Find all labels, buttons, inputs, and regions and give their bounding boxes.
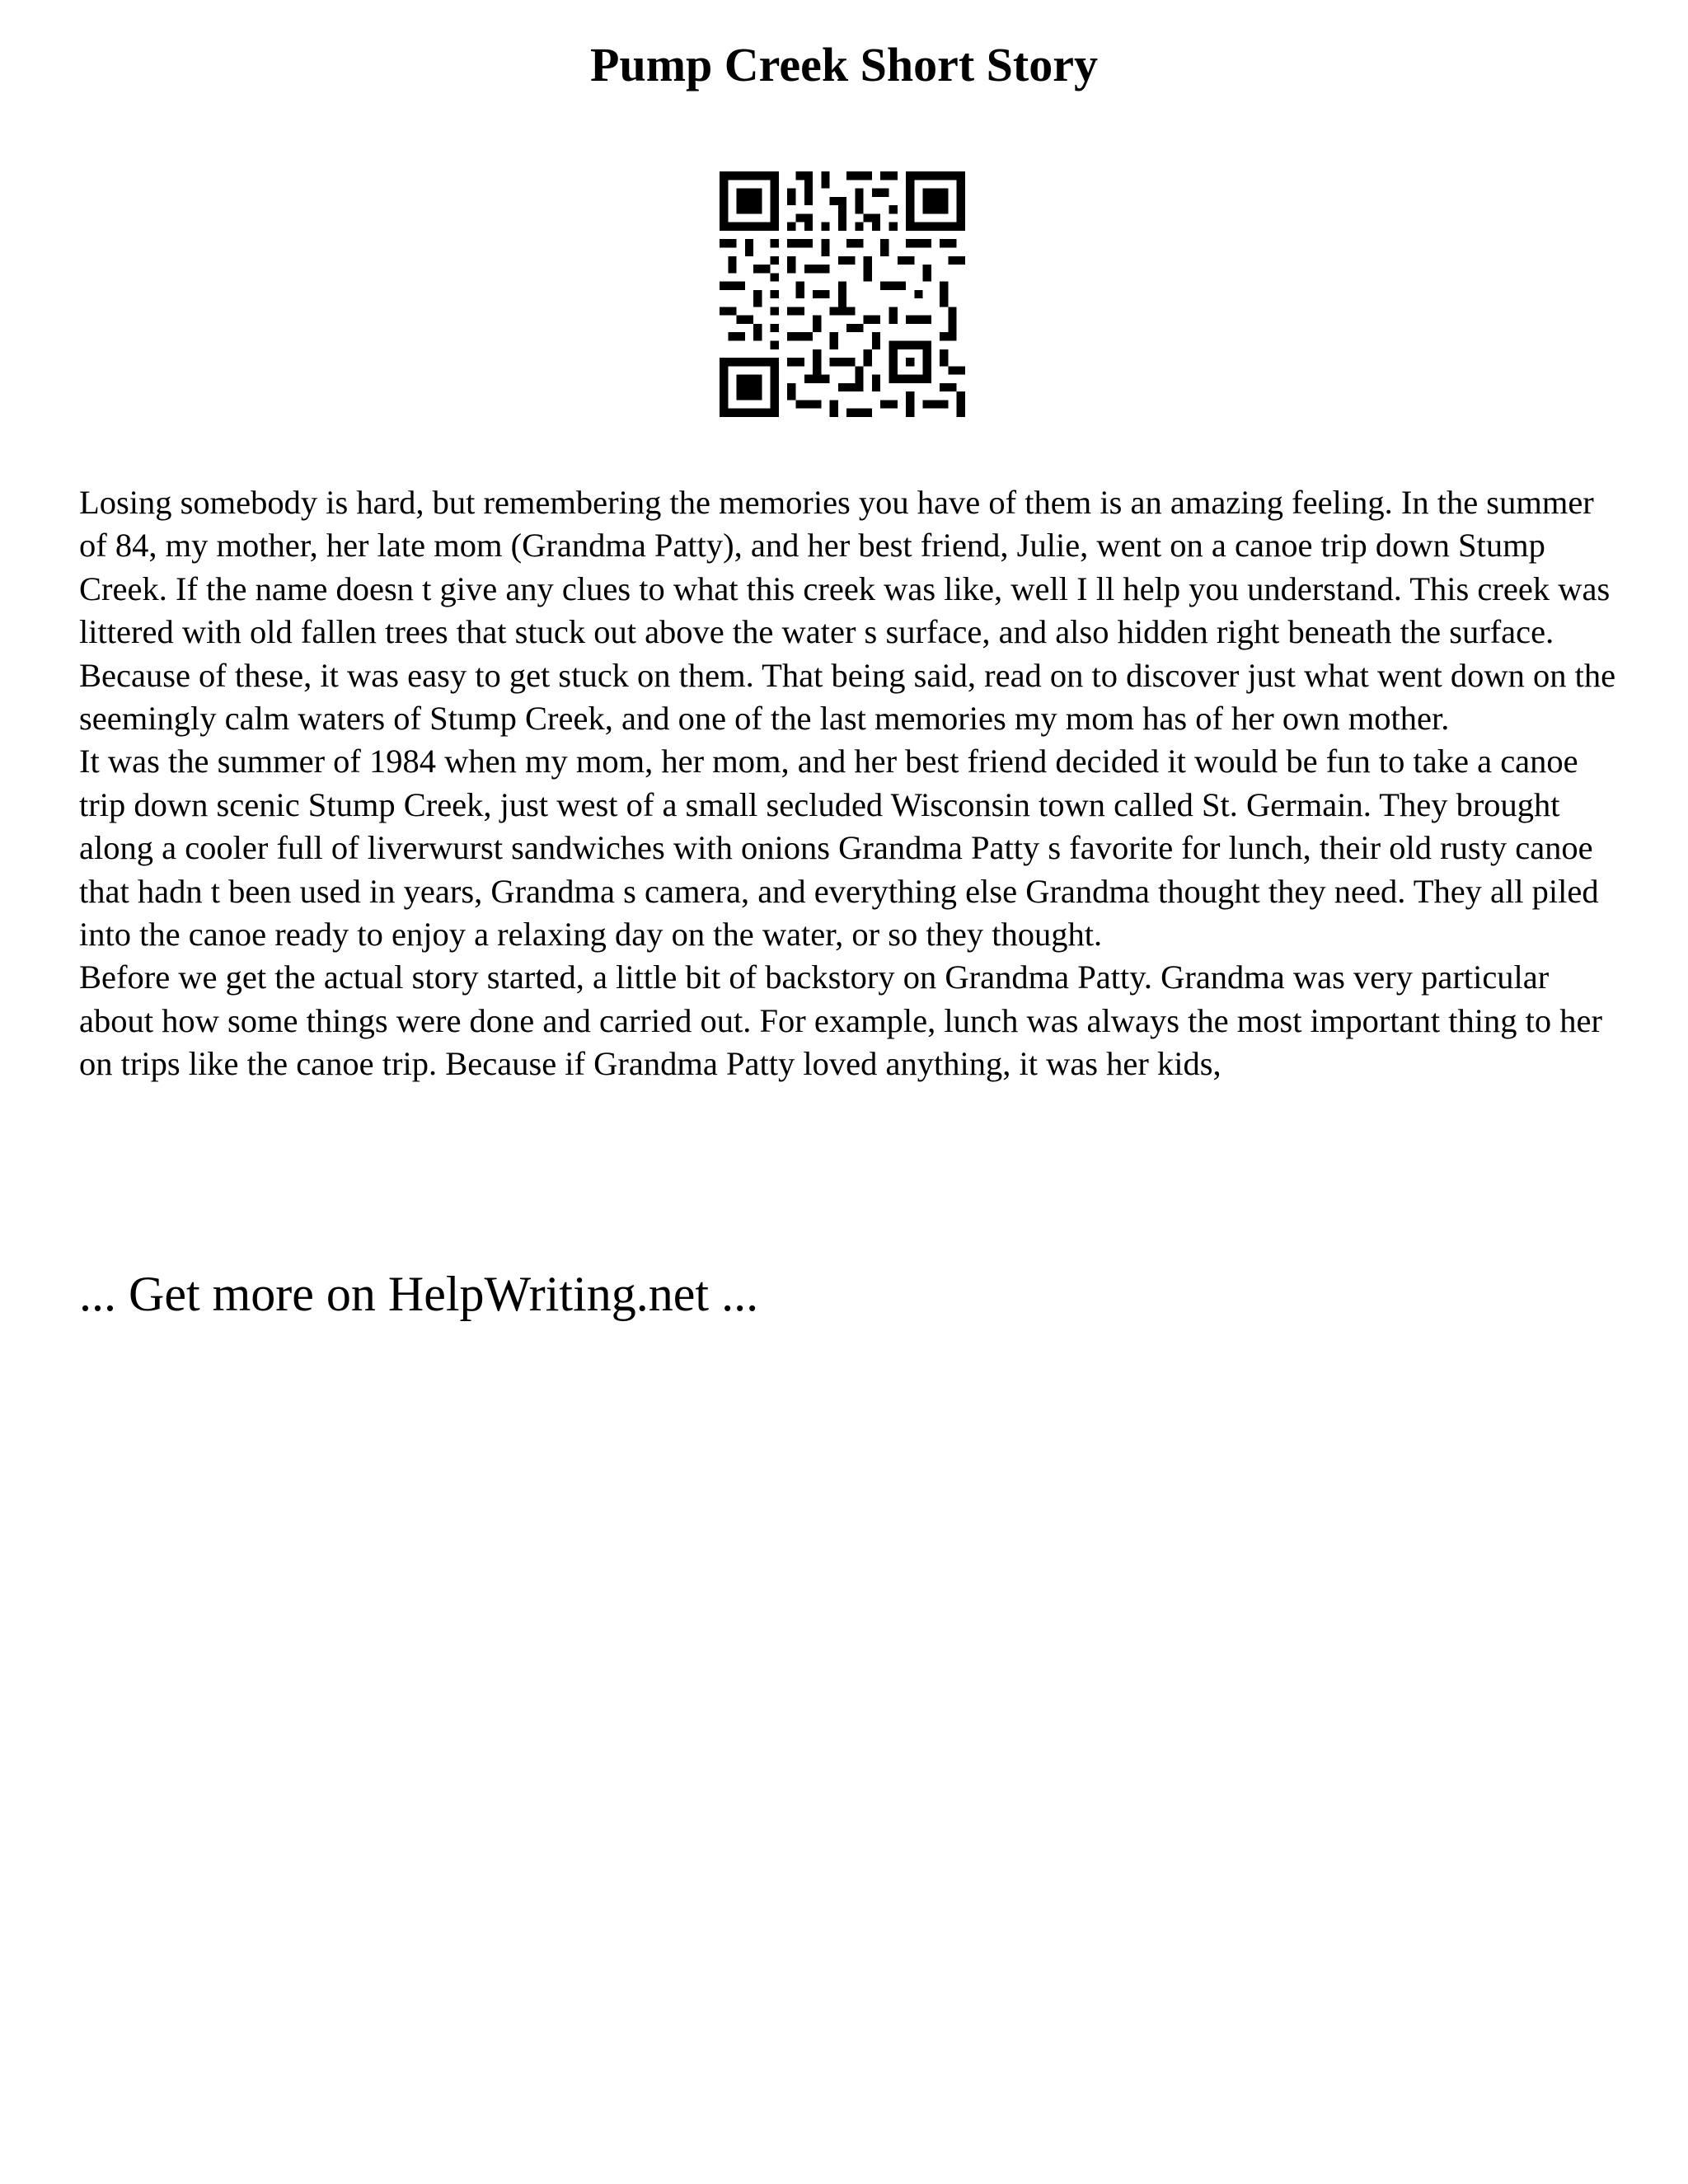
story-body: [79, 481, 1629, 1086]
get-more-link[interactable]: ... Get more on HelpWriting.net ...: [79, 1267, 759, 1321]
paragraph: Before we get the actual story started, a little bit of backstory on Grandma Patty. Grandma was very particular about how some things were done and carried out. For example, lunch was always the most important thing to her on trips like the canoe trip. Because if Grandma Patty loved anything, it was her kids,: [79, 958, 1602, 1083]
paragraph: It was the summer of 1984 when my mom, her mom, and her best friend decided it would be fun to take a canoe trip down scenic Stump Creek, just west of a small secluded Wisconsin town called St. Germain. They brought along a cooler full of liverwurst sandwiches with onions Grandma Patty s favorite for lunch, their old rusty canoe that hadn t been used in years, Grandma s camera, and everything else Grandma thought they need. They all piled into the canoe ready to enjoy a relaxing day on the water, or so they thought.: [79, 743, 1599, 954]
page-title: Pump Creek Short Story: [590, 38, 1098, 91]
paragraph: Losing somebody is hard, but remembering the memories you have of them is an amazing feeling. In the summer of 84, my mother, her late mom (Grandma Patty), and her best friend, Julie, went on a canoe trip down Stump Creek. If the name doesn t give any clues to what this creek was like, well I ll help you understand. This creek was littered with old fallen trees that stuck out above the water s surface, and also hidden right beneath the surface. Because of these, it was easy to get stuck on them. That being said, read on to discover just what went down on the seemingly calm waters of Stump Creek, and one of the last memories my mom has of her own mother.: [79, 484, 1616, 738]
qr-code-icon: [720, 171, 965, 417]
